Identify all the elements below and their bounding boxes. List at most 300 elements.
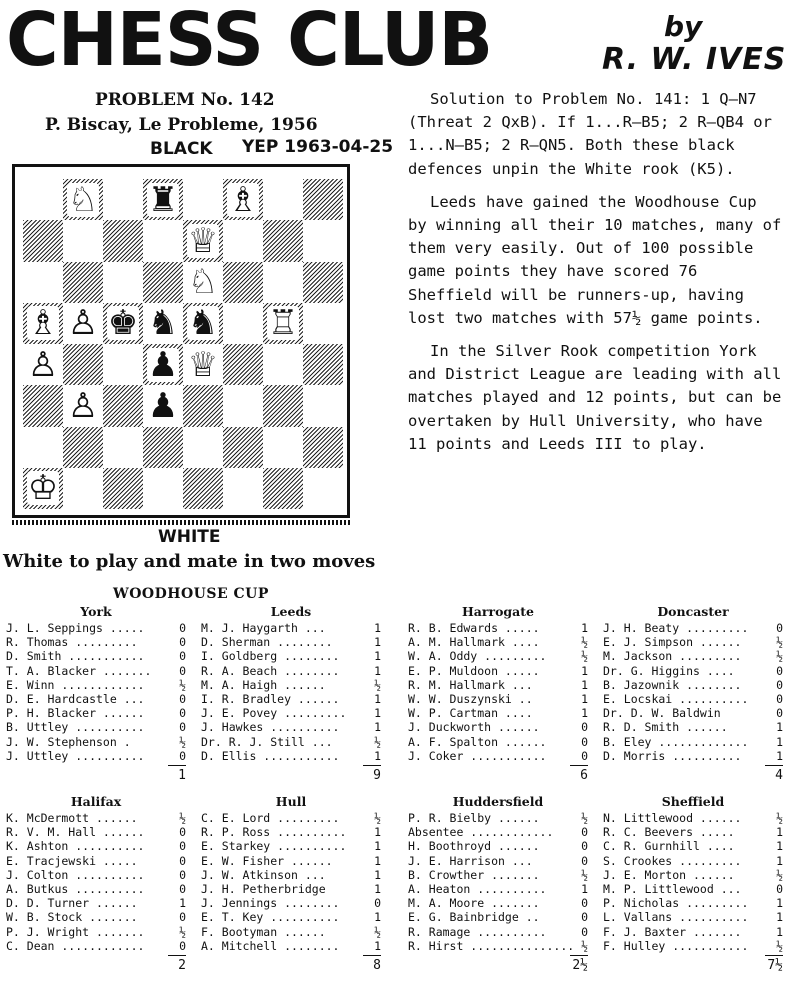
- player-name: E. T. Key ..........: [201, 910, 340, 925]
- player-score: 1: [776, 720, 783, 735]
- player-score: 0: [581, 910, 588, 925]
- player-score: 0: [179, 621, 186, 635]
- player-score: ½: [581, 649, 588, 664]
- team-huddersfield: [408, 795, 588, 973]
- player-score: 0: [179, 839, 186, 854]
- board-square: [63, 262, 103, 303]
- player-name: J. E. Harrison ...: [408, 853, 533, 868]
- player-name: E. Locskai ..........: [603, 692, 749, 707]
- board-square: [63, 220, 103, 261]
- player-score: ½: [374, 734, 381, 749]
- player-row: [603, 621, 783, 635]
- player-row: [603, 910, 783, 924]
- player-score: ½: [581, 867, 588, 882]
- player-score: 1: [374, 825, 381, 840]
- player-score: 1: [776, 924, 783, 939]
- player-name: B. Uttley ..........: [6, 720, 145, 735]
- woodhouse-cup-title: WOODHOUSE CUP: [113, 586, 269, 602]
- article-text: [408, 88, 784, 466]
- board-square: [23, 385, 63, 426]
- player-name: R. Thomas .........: [6, 635, 138, 650]
- player-row: [603, 706, 783, 720]
- player-name: E. Winn ............: [6, 677, 145, 692]
- player-score: 0: [374, 896, 381, 911]
- player-row: [603, 649, 783, 663]
- player-name: J. H. Beaty .........: [603, 621, 749, 635]
- player-row: [408, 868, 588, 882]
- board-square: [303, 303, 343, 344]
- chess-piece: ♕: [187, 220, 219, 261]
- board-square: [263, 303, 303, 344]
- player-score: ½: [776, 938, 783, 953]
- player-name: D. D. Turner ......: [6, 896, 138, 911]
- player-row: [6, 664, 186, 678]
- player-name: E. J. Simpson ......: [603, 635, 742, 650]
- player-name: F. Bootyman ......: [201, 924, 326, 939]
- player-row: [408, 825, 588, 839]
- player-row: [201, 706, 381, 720]
- player-row: [6, 635, 186, 649]
- board-square: [23, 303, 63, 344]
- player-row: [6, 706, 186, 720]
- player-score: 0: [776, 677, 783, 692]
- player-name: A. Butkus ..........: [6, 882, 145, 897]
- player-name: J. E. Morton ......: [603, 867, 735, 882]
- board-square: [223, 427, 263, 468]
- player-row: [6, 925, 186, 939]
- board-square: [183, 220, 223, 261]
- date-stamp: YEP 1963-04-25: [242, 137, 394, 157]
- masthead-title: CHESS CLUB: [6, 0, 493, 83]
- team-hull: [201, 795, 381, 973]
- player-row: [603, 925, 783, 939]
- player-name: D. Ellis ...........: [201, 748, 340, 763]
- chess-piece: ♙: [67, 303, 99, 344]
- board-square: [183, 427, 223, 468]
- team-name: Leeds: [270, 604, 312, 619]
- board-square: [103, 427, 143, 468]
- board-square: [223, 303, 263, 344]
- player-row: [603, 854, 783, 868]
- player-row: [201, 896, 381, 910]
- player-score: 0: [776, 621, 783, 635]
- player-row: [201, 854, 381, 868]
- player-score: 0: [581, 853, 588, 868]
- player-name: R. P. Ross ..........: [201, 825, 347, 840]
- player-row: [6, 621, 186, 635]
- player-name: Absentee ............: [408, 825, 554, 840]
- player-row: [603, 939, 783, 953]
- solution-paragraph: Solution to Problem No. 141: 1 Q—N7 (Threat 2 QxB). If 1...R—B5; 2 R—QB4 or 1...N—B5; 2 R—QN5. Both these black defences unpin the White rook (K5).: [408, 90, 772, 178]
- player-score: 0: [179, 692, 186, 707]
- player-name: Dr. D. W. Baldwin: [603, 706, 721, 721]
- chess-diagram: [12, 164, 350, 518]
- player-name: R. V. M. Hall ......: [6, 825, 145, 840]
- player-name: I. Goldberg ........: [201, 649, 340, 664]
- board-square: [23, 220, 63, 261]
- player-score: ½: [776, 811, 783, 825]
- player-name: C. E. Lord .........: [201, 811, 340, 825]
- black-label: BLACK: [150, 139, 213, 159]
- player-row: [201, 621, 381, 635]
- player-score: 1: [374, 635, 381, 650]
- board-square: [223, 220, 263, 261]
- player-score: 0: [581, 839, 588, 854]
- team-halifax: [6, 795, 186, 973]
- board-square: [223, 344, 263, 385]
- chess-piece: ♘: [67, 179, 99, 220]
- team-total: 7½: [603, 959, 783, 973]
- chess-piece: ♚: [107, 303, 139, 344]
- player-score: 1: [374, 938, 381, 953]
- player-row: [201, 635, 381, 649]
- team-total: 4: [603, 769, 783, 783]
- board-square: [263, 427, 303, 468]
- player-name: J. Duckworth ......: [408, 720, 540, 735]
- board-square: [263, 179, 303, 220]
- board-square: [23, 468, 63, 509]
- board-square: [103, 262, 143, 303]
- player-name: P. J. Wright .......: [6, 924, 145, 939]
- player-row: [6, 868, 186, 882]
- player-score: 0: [179, 882, 186, 897]
- player-score: 0: [776, 882, 783, 897]
- player-row: [408, 635, 588, 649]
- player-row: [201, 825, 381, 839]
- problem-caption: White to play and mate in two moves: [3, 551, 376, 572]
- player-name: R. Ramage ..........: [408, 924, 547, 939]
- player-name: J. L. Seppings .....: [6, 621, 145, 635]
- player-score: 1: [581, 882, 588, 897]
- player-name: S. Crookes .........: [603, 853, 742, 868]
- player-score: 0: [581, 924, 588, 939]
- team-name: York: [80, 604, 112, 619]
- board-square: [183, 468, 223, 509]
- player-score: 1: [374, 910, 381, 925]
- team-york: [6, 605, 186, 783]
- player-score: 0: [179, 938, 186, 953]
- player-row: [6, 692, 186, 706]
- board-square: [143, 220, 183, 261]
- board-square: [263, 220, 303, 261]
- board-square: [223, 179, 263, 220]
- player-score: 1: [374, 720, 381, 735]
- player-row: [408, 910, 588, 924]
- player-score: 0: [581, 896, 588, 911]
- player-row: [6, 882, 186, 896]
- player-name: R. D. Smith ......: [603, 720, 728, 735]
- player-name: W. P. Cartman ....: [408, 706, 533, 721]
- player-row: [603, 825, 783, 839]
- white-label: WHITE: [158, 527, 221, 547]
- player-name: R. A. Beach ........: [201, 663, 340, 678]
- player-score: ½: [776, 867, 783, 882]
- player-name: W. A. Oddy .........: [408, 649, 547, 664]
- player-row: [6, 720, 186, 734]
- player-row: [603, 635, 783, 649]
- team-name: Hull: [275, 794, 307, 809]
- board-square: [103, 303, 143, 344]
- player-row: [603, 868, 783, 882]
- player-score: ½: [374, 677, 381, 692]
- player-score: 0: [179, 663, 186, 678]
- player-score: 1: [776, 825, 783, 840]
- board-square: [143, 344, 183, 385]
- player-row: [408, 839, 588, 853]
- player-row: [201, 939, 381, 953]
- player-name: J. Jennings ........: [201, 896, 340, 911]
- team-doncaster: [603, 605, 783, 783]
- player-name: J. W. Atkinson ...: [201, 867, 326, 882]
- player-score: 1: [374, 748, 381, 763]
- player-score: 0: [179, 867, 186, 882]
- player-name: J. E. Povey .........: [201, 706, 347, 721]
- board-square: [303, 427, 343, 468]
- player-row: [201, 720, 381, 734]
- board-square: [183, 179, 223, 220]
- board-square: [23, 427, 63, 468]
- player-score: 1: [776, 896, 783, 911]
- board-square: [223, 262, 263, 303]
- player-row: [603, 735, 783, 749]
- player-row: [408, 854, 588, 868]
- player-score: 0: [179, 649, 186, 664]
- player-row: [603, 678, 783, 692]
- board-square: [23, 179, 63, 220]
- player-row: [408, 649, 588, 663]
- board-square: [63, 179, 103, 220]
- player-row: [6, 939, 186, 953]
- team-leeds: [201, 605, 381, 783]
- player-row: [201, 735, 381, 749]
- player-row: [408, 882, 588, 896]
- board-square: [183, 344, 223, 385]
- board-square: [263, 385, 303, 426]
- player-score: 1: [179, 896, 186, 911]
- player-name: M. P. Littlewood ...: [603, 882, 742, 897]
- player-row: [408, 939, 588, 953]
- board-square: [143, 427, 183, 468]
- player-score: ½: [179, 924, 186, 939]
- board-square: [303, 344, 343, 385]
- player-row: [603, 720, 783, 734]
- player-name: E. Tracjewski .....: [6, 853, 138, 868]
- player-name: Dr. G. Higgins ....: [603, 663, 735, 678]
- player-name: P. R. Bielby ......: [408, 811, 540, 825]
- player-score: 1: [374, 853, 381, 868]
- player-score: 1: [581, 621, 588, 635]
- player-row: [201, 678, 381, 692]
- player-name: A. Heaton ..........: [408, 882, 547, 897]
- player-score: ½: [581, 811, 588, 825]
- player-row: [408, 896, 588, 910]
- team-total: 2: [6, 959, 186, 973]
- chess-piece: ♞: [147, 303, 179, 344]
- chess-piece: ♗: [227, 179, 259, 220]
- team-total: 2½: [408, 959, 588, 973]
- chess-piece: ♕: [187, 344, 219, 385]
- player-row: [408, 621, 588, 635]
- board-square: [183, 385, 223, 426]
- player-name: E. P. Muldoon .....: [408, 663, 540, 678]
- board-square: [263, 262, 303, 303]
- chess-piece: ♟: [147, 385, 179, 426]
- board-square: [103, 344, 143, 385]
- player-row: [6, 910, 186, 924]
- board-square: [63, 427, 103, 468]
- player-name: H. Boothroyd ......: [408, 839, 540, 854]
- player-row: [201, 925, 381, 939]
- player-name: J. W. Stephenson .: [6, 734, 131, 749]
- board-square: [183, 303, 223, 344]
- player-name: D. Morris ..........: [603, 748, 742, 763]
- player-name: M. J. Haygarth ...: [201, 621, 326, 635]
- player-score: 1: [374, 692, 381, 707]
- player-name: D. E. Hardcastle ...: [6, 692, 145, 707]
- team-total: 6: [408, 769, 588, 783]
- board-square: [63, 468, 103, 509]
- player-row: [408, 811, 588, 825]
- team-name: Harrogate: [462, 604, 534, 619]
- byline-by: by: [664, 10, 703, 43]
- board-border-stipple: [12, 520, 350, 525]
- player-name: P. Nicholas .........: [603, 896, 749, 911]
- board-square: [63, 385, 103, 426]
- player-score: 0: [581, 720, 588, 735]
- board-square: [143, 262, 183, 303]
- player-row: [6, 896, 186, 910]
- player-score: 1: [581, 692, 588, 707]
- player-score: 0: [179, 706, 186, 721]
- player-name: C. R. Gurnhill ....: [603, 839, 735, 854]
- chess-piece: ♞: [187, 303, 219, 344]
- player-row: [603, 749, 783, 763]
- team-name: Doncaster: [657, 604, 729, 619]
- player-score: 0: [179, 720, 186, 735]
- player-score: 1: [374, 649, 381, 664]
- player-score: 1: [776, 748, 783, 763]
- player-name: J. Uttley ..........: [6, 748, 145, 763]
- player-score: ½: [179, 811, 186, 825]
- player-row: [201, 664, 381, 678]
- board-square: [143, 179, 183, 220]
- player-score: 0: [776, 706, 783, 721]
- player-score: ½: [581, 938, 588, 953]
- player-score: 0: [179, 635, 186, 650]
- player-name: R. C. Beevers .....: [603, 825, 735, 840]
- player-name: C. Dean ............: [6, 938, 145, 953]
- player-name: L. Vallans ..........: [603, 910, 749, 925]
- player-row: [6, 854, 186, 868]
- player-score: 0: [581, 748, 588, 763]
- player-row: [603, 896, 783, 910]
- player-score: 0: [776, 692, 783, 707]
- player-row: [201, 749, 381, 763]
- player-name: J. Colton ..........: [6, 867, 145, 882]
- board-square: [103, 385, 143, 426]
- player-name: J. H. Petherbridge: [201, 882, 326, 897]
- team-name: Halifax: [70, 794, 122, 809]
- player-name: A. Mitchell ........: [201, 938, 340, 953]
- player-score: 1: [581, 677, 588, 692]
- player-name: E. Starkey ..........: [201, 839, 347, 854]
- player-name: Dr. R. J. Still ...: [201, 734, 333, 749]
- player-score: 1: [581, 663, 588, 678]
- player-score: ½: [581, 635, 588, 650]
- player-name: F. Hulley ...........: [603, 938, 749, 953]
- player-score: 1: [776, 910, 783, 925]
- player-row: [201, 692, 381, 706]
- team-name: Huddersfield: [452, 794, 544, 809]
- problem-title: PROBLEM No. 142: [95, 90, 275, 110]
- player-row: [201, 811, 381, 825]
- player-name: W. W. Duszynski ..: [408, 692, 533, 707]
- player-score: 1: [374, 839, 381, 854]
- player-row: [603, 811, 783, 825]
- player-name: D. Smith ...........: [6, 649, 145, 664]
- player-name: M. A. Moore .......: [408, 896, 540, 911]
- player-score: 1: [374, 621, 381, 635]
- board-square: [103, 179, 143, 220]
- player-name: A. M. Hallmark ....: [408, 635, 540, 650]
- player-row: [408, 664, 588, 678]
- board-square: [143, 303, 183, 344]
- board-square: [63, 303, 103, 344]
- player-score: 0: [179, 910, 186, 925]
- player-row: [603, 839, 783, 853]
- board-square: [303, 220, 343, 261]
- player-name: N. Littlewood ......: [603, 811, 742, 825]
- player-score: ½: [374, 811, 381, 825]
- player-name: B. Jazownik ........: [603, 677, 742, 692]
- player-name: W. B. Stock .......: [6, 910, 138, 925]
- player-row: [408, 692, 588, 706]
- chess-piece: ♗: [27, 303, 59, 344]
- player-name: J. Coker ...........: [408, 748, 547, 763]
- player-row: [603, 664, 783, 678]
- player-row: [408, 706, 588, 720]
- player-name: E. W. Fisher ......: [201, 853, 333, 868]
- player-score: 1: [776, 734, 783, 749]
- player-score: 0: [179, 748, 186, 763]
- board-square: [303, 179, 343, 220]
- player-name: E. G. Bainbridge ..: [408, 910, 540, 925]
- player-row: [6, 825, 186, 839]
- player-name: R. M. Hallmark ...: [408, 677, 533, 692]
- player-name: F. J. Baxter .......: [603, 924, 742, 939]
- team-sheffield: [603, 795, 783, 973]
- player-row: [201, 910, 381, 924]
- team-total: 9: [201, 769, 381, 783]
- player-name: T. A. Blacker .......: [6, 663, 152, 678]
- team-name: Sheffield: [661, 794, 725, 809]
- player-row: [6, 678, 186, 692]
- player-name: M. A. Haigh ......: [201, 677, 326, 692]
- player-row: [6, 811, 186, 825]
- player-row: [201, 839, 381, 853]
- player-row: [6, 749, 186, 763]
- board-square: [263, 344, 303, 385]
- player-row: [201, 649, 381, 663]
- player-score: ½: [776, 635, 783, 650]
- player-name: M. Jackson .........: [603, 649, 742, 664]
- player-score: 1: [776, 839, 783, 854]
- chess-piece: ♙: [27, 344, 59, 385]
- team-harrogate: [408, 605, 588, 783]
- player-name: K. Ashton ..........: [6, 839, 145, 854]
- player-score: 1: [581, 706, 588, 721]
- player-score: 1: [374, 663, 381, 678]
